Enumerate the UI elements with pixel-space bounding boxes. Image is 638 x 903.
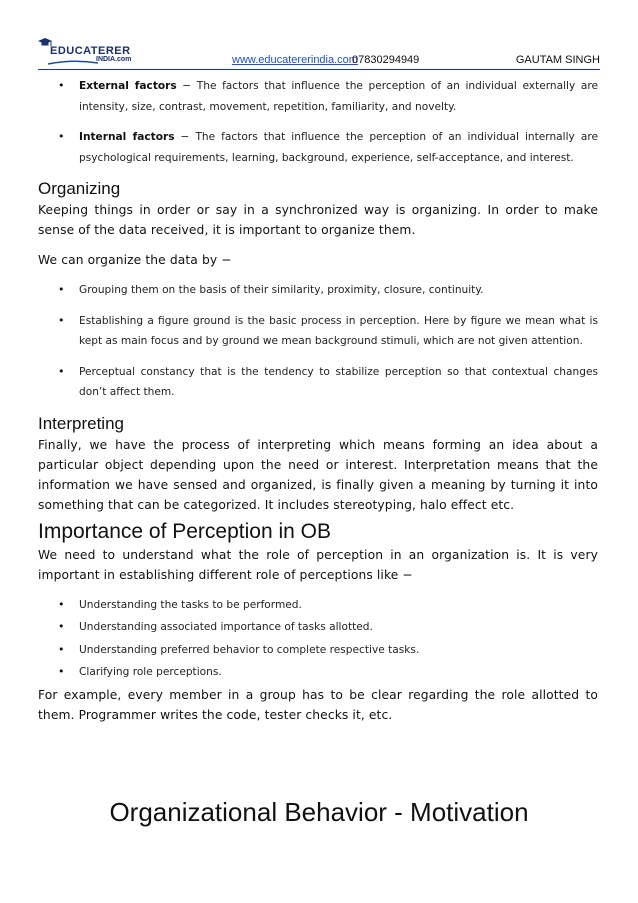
list-item-text: − The factors that influence the perception of an individual externally are intensity, size, contrast, movement, repetition, familiarity, and novelty. — [79, 80, 598, 113]
importance-paragraph: We need to understand what the role of perception in an organization is. It is very important in establishing different role of perceptions like − — [38, 547, 598, 582]
document-body — [38, 76, 598, 725]
header-author: GAUTAM SINGH — [515, 54, 600, 66]
organizing-list — [38, 280, 598, 403]
educaterer-logo — [38, 38, 143, 68]
list-item: • Understanding associated importance of tasks allotted. — [38, 617, 598, 638]
section-heading-importance: Importance of Perception in OB — [38, 519, 331, 543]
organizing-intro: We can organize the data by − — [38, 253, 232, 267]
factors-list — [38, 76, 598, 168]
section-heading-interpreting: Interpreting — [38, 413, 124, 433]
importance-list — [38, 595, 598, 683]
logo-sub-text: INDIA.com — [96, 56, 132, 63]
section-heading-organizing: Organizing — [38, 179, 121, 198]
header-divider — [38, 69, 600, 70]
header-website-link[interactable]: www.educatererindia.com — [232, 54, 358, 66]
logo-swoosh-icon — [48, 60, 98, 66]
interpreting-paragraph: Finally, we have the process of interpreting which means forming an idea about a particular object depending upon the need or interest. Interpretation means that the information we have sensed and organized, is finally given a meaning by turning it into something that can be categorized. It includes stereotyping, halo effect etc. — [38, 437, 598, 512]
page-header — [0, 0, 638, 70]
list-item — [38, 76, 598, 117]
organizing-paragraph: Keeping things in order or say in a synchronized way is organizing. In order to make sense of the data received, it is important to organize them. — [38, 203, 598, 237]
list-item: • Perceptual constancy that is the tendency to stabilize perception so that contextual changes don’t affect them. — [38, 362, 598, 403]
list-item-text: − The factors that influence the perception of an individual internally are psychological requirements, learning, background, experience, self-acceptance, and interest. — [79, 131, 598, 164]
list-item-term: Internal factors — [79, 131, 175, 143]
list-item-term: External factors — [79, 80, 177, 92]
list-item: • Understanding preferred behavior to complete respective tasks. — [38, 640, 598, 661]
list-item: • Clarifying role perceptions. — [38, 662, 598, 683]
list-item: • Understanding the tasks to be performed. — [38, 595, 598, 616]
header-phone: 07830294949 — [352, 54, 420, 66]
logo-brand-text: EDUCATERER — [50, 45, 131, 57]
list-item: • Establishing a figure ground is the basic process in perception. Here by figure we mean what is kept as main focus and by ground we mean background stimuli, which are not given attention. — [38, 311, 598, 352]
list-item — [38, 127, 598, 168]
importance-example-paragraph: For example, every member in a group has to be clear regarding the role allotted to them. Programmer writes the code, tester checks it, etc. — [38, 687, 598, 722]
next-chapter-title: Organizational Behavior - Motivation — [109, 797, 529, 827]
list-item: • Grouping them on the basis of their similarity, proximity, closure, continuity. — [38, 280, 598, 301]
